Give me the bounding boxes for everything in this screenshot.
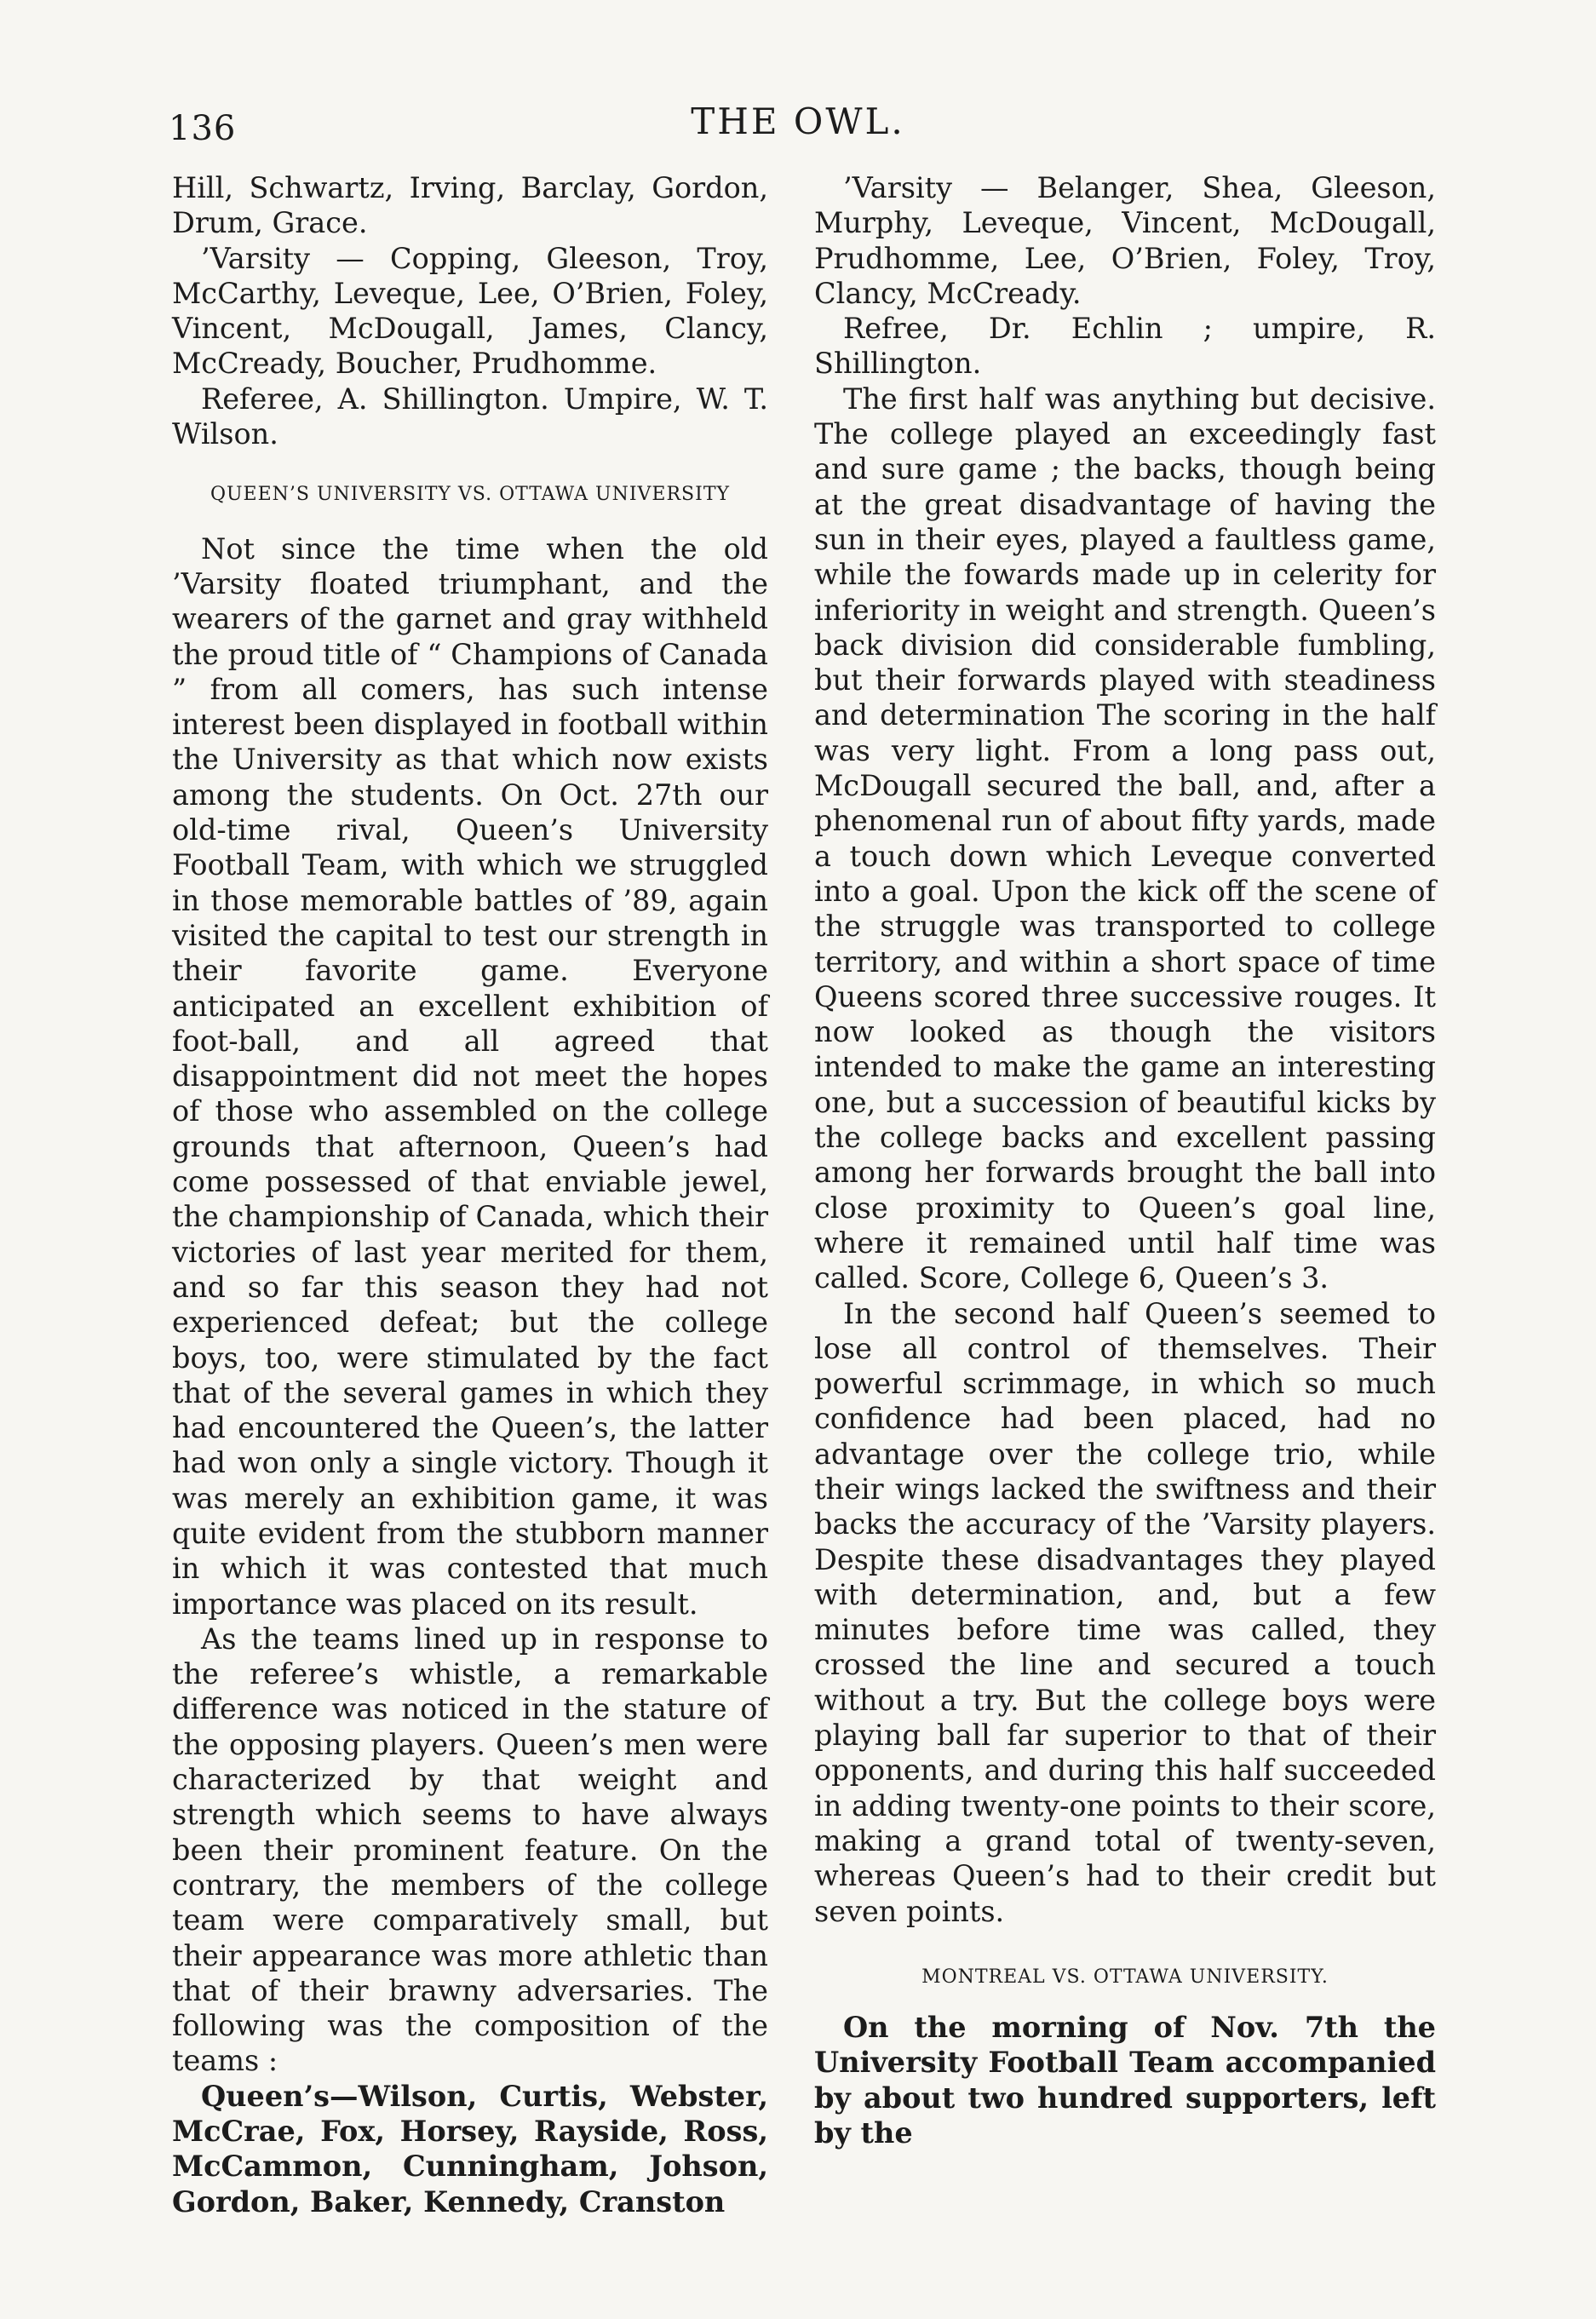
page-number: 136: [169, 109, 237, 148]
left-paragraph-queens-lineup: Queen’s—Wilson, Curtis, Webster, McCrae, Fox, Horsey, Rayside, Ross, McCammon, Cunningham, Johson, Gordon, Baker, Kennedy, Cranston: [172, 2079, 768, 2219]
right-paragraph-montreal-intro: On the morning of Nov. 7th the University Football Team accompanied by about two hundred supporters, left by the: [814, 2011, 1436, 2150]
left-paragraph-intro: Not since the time when the old ’Varsity floated triumphant, and the wearers of the garnet and gray withheld the proud title of “ Champions of Canada ” from all comers, has such intense interest been displayed in football within the University as that which now exists among the students. On Oct. 27th our old-time rival, Queen’s University Football Team, with which we struggled in those memorable battles of ’89, again visited the capital to test our strength in their favorite game. Everyone anticipated an excellent exhibition of foot-ball, and all agreed that disappointment did not meet the hopes of those who assembled on the college grounds that afternoon, Queen’s had come possessed of that enviable jewel, the championship of Canada, which their victories of last year merited for them, and so far this season they had not experienced defeat; but the college boys, too, were stimulated by the fact that of the several games in which they had encountered the Queen’s, the latter had won only a single victory. Though it was merely an exhibition game, it was quite evident from the stubborn manner in which it was contested that much importance was placed on its result.: [172, 531, 768, 1621]
left-paragraph-team-list-end: Hill, Schwartz, Irving, Barclay, Gordon, Drum, Grace.: [172, 171, 768, 240]
right-paragraph-varsity-lineup: ’Varsity — Belanger, Shea, Gleeson, Murphy, Leveque, Vincent, McDougall, Prudhomme, Lee, O’Brien, Foley, Troy, Clancy, McCready.: [814, 171, 1436, 310]
left-paragraph-varsity-lineup: ’Varsity — Copping, Gleeson, Troy, McCarthy, Leveque, Lee, O’Brien, Foley, Vincent, McDougall, James, Clancy, McCready, Boucher, Prudhomme.: [172, 241, 768, 381]
section-heading-queens-vs-ottawa: QUEEN’S UNIVERSITY VS. OTTAWA UNIVERSITY: [210, 484, 731, 506]
right-column: [814, 170, 1436, 2150]
left-paragraph-lineup-description: As the teams lined up in response to the referee’s whistle, a remarkable difference was noticed in the stature of the opposing players. Queen’s men were characterized by that weight and strength which seems to have always been their prominent feature. On the contrary, the members of the college team were comparatively small, but their appearance was more athletic than that of their brawny adversaries. The following was the composition of the teams :: [172, 1622, 768, 2078]
left-paragraph-officials: Referee, A. Shillington. Umpire, W. T. Wilson.: [172, 382, 768, 451]
right-paragraph-second-half: In the second half Queen’s seemed to lose all control of themselves. Their powerful scrimmage, in which so much confidence had been placed, had no advantage over the college trio, while their wings lacked the swiftness and their backs the accuracy of the ’Varsity players. Despite these disadvantages they played with determination, and, but a few minutes before time was called, they crossed the line and secured a touch without a try. But the college boys were playing ball far superior to that of their opponents, and during this half succeeded in adding twenty-one points to their score, making a grand total of twenty-seven, whereas Queen’s had to their credit but seven points.: [814, 1296, 1436, 1928]
running-head-title: THE OWL.: [691, 100, 905, 142]
left-column: [172, 170, 768, 2219]
section-heading-montreal-vs-ottawa: MONTREAL VS. OTTAWA UNIVERSITY.: [921, 1966, 1329, 1988]
right-paragraph-first-half: The first half was anything but decisive. The college played an exceedingly fast and sure game ; the backs, though being at the great disadvantage of having the sun in their eyes, played a faultless game, while the fowards made up in celerity for inferiority in weight and strength. Queen’s back division did considerable fumbling, but their forwards played with steadiness and determination The scoring in the half was very light. From a long pass out, McDougall secured the ball, and, after a phenomenal run of about fifty yards, made a touch down which Leveque converted into a goal. Upon the kick off the scene of the struggle was transported to college territory, and within a short space of time Queens scored three successive rouges. It now looked as though the visitors intended to make the game an interesting one, but a succession of beautiful kicks by the college backs and excellent passing among her forwards brought the ball into close proximity to Queen’s goal line, where it remained until half time was called. Score, College 6, Queen’s 3.: [814, 382, 1436, 1295]
right-paragraph-officials: Refree, Dr. Echlin ; umpire, R. Shillington.: [814, 312, 1436, 381]
